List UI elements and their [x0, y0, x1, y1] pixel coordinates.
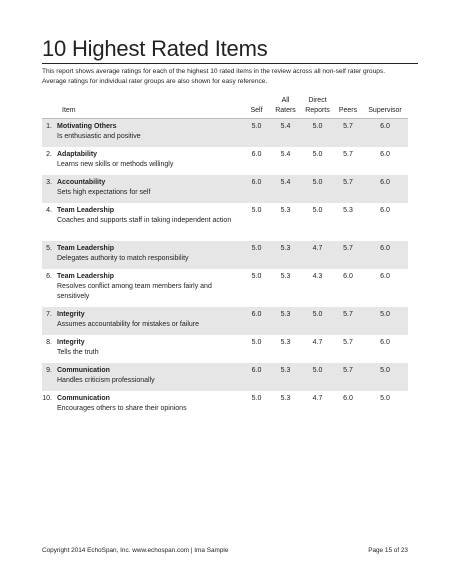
item-title: Team Leadership	[57, 245, 115, 252]
all-raters-rating: 5.3	[280, 395, 291, 402]
all-raters-rating: 5.3	[280, 339, 291, 346]
peers-rating: 6.0	[343, 273, 353, 280]
row-number: 8.	[46, 339, 52, 346]
direct-reports-rating: 4.3	[312, 273, 323, 280]
peers-rating: 5.7	[334, 175, 362, 203]
column-header-self: Self	[243, 96, 270, 119]
title-divider	[42, 63, 418, 64]
peers-rating: 5.7	[343, 151, 353, 158]
column-header-item: Item	[42, 96, 243, 119]
peers-rating: 5.7	[334, 241, 362, 269]
peers-rating: 5.7	[334, 119, 362, 148]
item-cell	[57, 147, 243, 175]
self-rating: 5.0	[243, 119, 270, 148]
item-cell	[57, 119, 243, 148]
column-header-all-raters-line1: All	[281, 97, 290, 104]
row-number: 10.	[42, 395, 52, 402]
direct-reports-rating: 4.7	[312, 395, 323, 402]
supervisor-rating: 6.0	[362, 119, 408, 148]
direct-reports-rating: 5.0	[301, 307, 334, 335]
intro-line-1: This report shows average ratings for each of the highest 10 rated items in the review across all non-self rater groups.	[42, 68, 386, 75]
direct-reports-rating: 4.7	[301, 241, 334, 269]
item-title: Communication	[57, 395, 110, 402]
direct-reports-rating: 5.0	[301, 119, 334, 148]
table-row	[42, 241, 408, 269]
direct-reports-rating: 5.0	[301, 175, 334, 203]
table-row	[42, 175, 408, 203]
item-description: Assumes accountability for mistakes or failure	[57, 321, 199, 328]
all-raters-rating: 5.3	[280, 207, 291, 214]
table-row	[42, 269, 408, 307]
item-cell	[57, 241, 243, 269]
item-cell	[57, 363, 243, 391]
table-row	[42, 307, 408, 335]
column-header-direct-reports	[301, 96, 334, 119]
all-raters-rating: 5.3	[270, 307, 301, 335]
row-number: 5.	[42, 241, 57, 269]
all-raters-rating: 5.3	[280, 273, 291, 280]
row-number: 7.	[42, 307, 57, 335]
column-header-direct-reports-line1: Direct	[308, 97, 327, 104]
intro-text	[42, 67, 422, 87]
intro-line-2: Average ratings for individual rater groups are also shown for easy reference.	[42, 78, 268, 85]
self-rating: 5.0	[251, 395, 262, 402]
item-description: Resolves conflict among team members fairly and sensitively	[57, 283, 212, 300]
column-header-all-raters-line2: Raters	[275, 107, 296, 114]
row-number: 3.	[42, 175, 57, 203]
direct-reports-rating: 5.0	[312, 207, 323, 214]
item-title: Adaptability	[57, 151, 98, 158]
self-rating: 5.0	[251, 207, 262, 214]
supervisor-rating: 6.0	[380, 339, 390, 346]
table-row	[42, 203, 408, 241]
all-raters-rating: 5.3	[270, 363, 301, 391]
all-raters-rating: 5.4	[280, 151, 291, 158]
self-rating: 6.0	[243, 363, 270, 391]
self-rating: 5.0	[243, 241, 270, 269]
self-rating: 6.0	[251, 151, 262, 158]
footer-page-number: Page 15 of 23	[368, 547, 408, 554]
row-number: 6.	[46, 273, 52, 280]
item-description: Handles criticism professionally	[57, 377, 155, 384]
supervisor-rating: 6.0	[362, 175, 408, 203]
item-title: Motivating Others	[57, 123, 117, 130]
supervisor-rating: 6.0	[362, 241, 408, 269]
row-number: 4.	[46, 207, 52, 214]
supervisor-rating: 6.0	[380, 207, 390, 214]
row-number: 9.	[42, 363, 57, 391]
direct-reports-rating: 4.7	[312, 339, 323, 346]
supervisor-rating: 5.0	[362, 363, 408, 391]
peers-rating: 5.3	[343, 207, 353, 214]
column-header-supervisor: Supervisor	[362, 96, 408, 119]
highest-rated-items-table	[42, 96, 408, 419]
table-row	[42, 119, 408, 148]
all-raters-rating: 5.3	[270, 241, 301, 269]
item-cell	[57, 307, 243, 335]
item-description: Sets high expectations for self	[57, 189, 151, 196]
self-rating: 6.0	[243, 175, 270, 203]
item-title: Team Leadership	[57, 207, 115, 214]
direct-reports-rating: 5.0	[312, 151, 323, 158]
item-title: Communication	[57, 367, 110, 374]
row-number: 1.	[42, 119, 57, 148]
item-title: Accountability	[57, 179, 106, 186]
item-title: Integrity	[57, 339, 85, 346]
item-description: Tells the truth	[57, 349, 99, 356]
item-description: Is enthusiastic and positive	[57, 133, 141, 140]
direct-reports-rating: 5.0	[301, 363, 334, 391]
item-cell	[57, 269, 243, 307]
item-description: Coaches and supports staff in taking independent action	[57, 217, 232, 224]
item-title: Team Leadership	[57, 273, 115, 280]
item-description: Delegates authority to match responsibility	[57, 255, 189, 262]
peers-rating: 5.7	[334, 307, 362, 335]
peers-rating: 6.0	[343, 395, 353, 402]
peers-rating: 5.7	[343, 339, 353, 346]
table-row	[42, 391, 408, 419]
self-rating: 5.0	[251, 273, 262, 280]
item-cell	[57, 335, 243, 363]
row-number: 2.	[46, 151, 52, 158]
column-header-direct-reports-line2: Reports	[305, 107, 330, 114]
page-title: 10 Highest Rated Items	[42, 36, 268, 61]
supervisor-rating: 6.0	[380, 273, 390, 280]
item-cell	[57, 391, 243, 419]
column-header-all-raters	[270, 96, 301, 119]
peers-rating: 5.7	[334, 363, 362, 391]
supervisor-rating: 5.0	[380, 395, 390, 402]
supervisor-rating: 6.0	[380, 151, 390, 158]
item-description: Learns new skills or methods willingly	[57, 161, 174, 168]
supervisor-rating: 5.0	[362, 307, 408, 335]
item-cell	[57, 203, 243, 241]
footer-copyright: Copyright 2014 EchoSpan, Inc. www.echospan.com | Ima Sample	[42, 547, 229, 554]
item-cell	[57, 175, 243, 203]
table-row	[42, 335, 408, 363]
table-row	[42, 147, 408, 175]
self-rating: 6.0	[243, 307, 270, 335]
item-title: Integrity	[57, 311, 85, 318]
table-row	[42, 363, 408, 391]
all-raters-rating: 5.4	[270, 175, 301, 203]
self-rating: 5.0	[251, 339, 262, 346]
item-description: Encourages others to share their opinions	[57, 405, 187, 412]
column-header-peers: Peers	[334, 96, 362, 119]
table-header-row	[42, 96, 408, 119]
all-raters-rating: 5.4	[270, 119, 301, 148]
